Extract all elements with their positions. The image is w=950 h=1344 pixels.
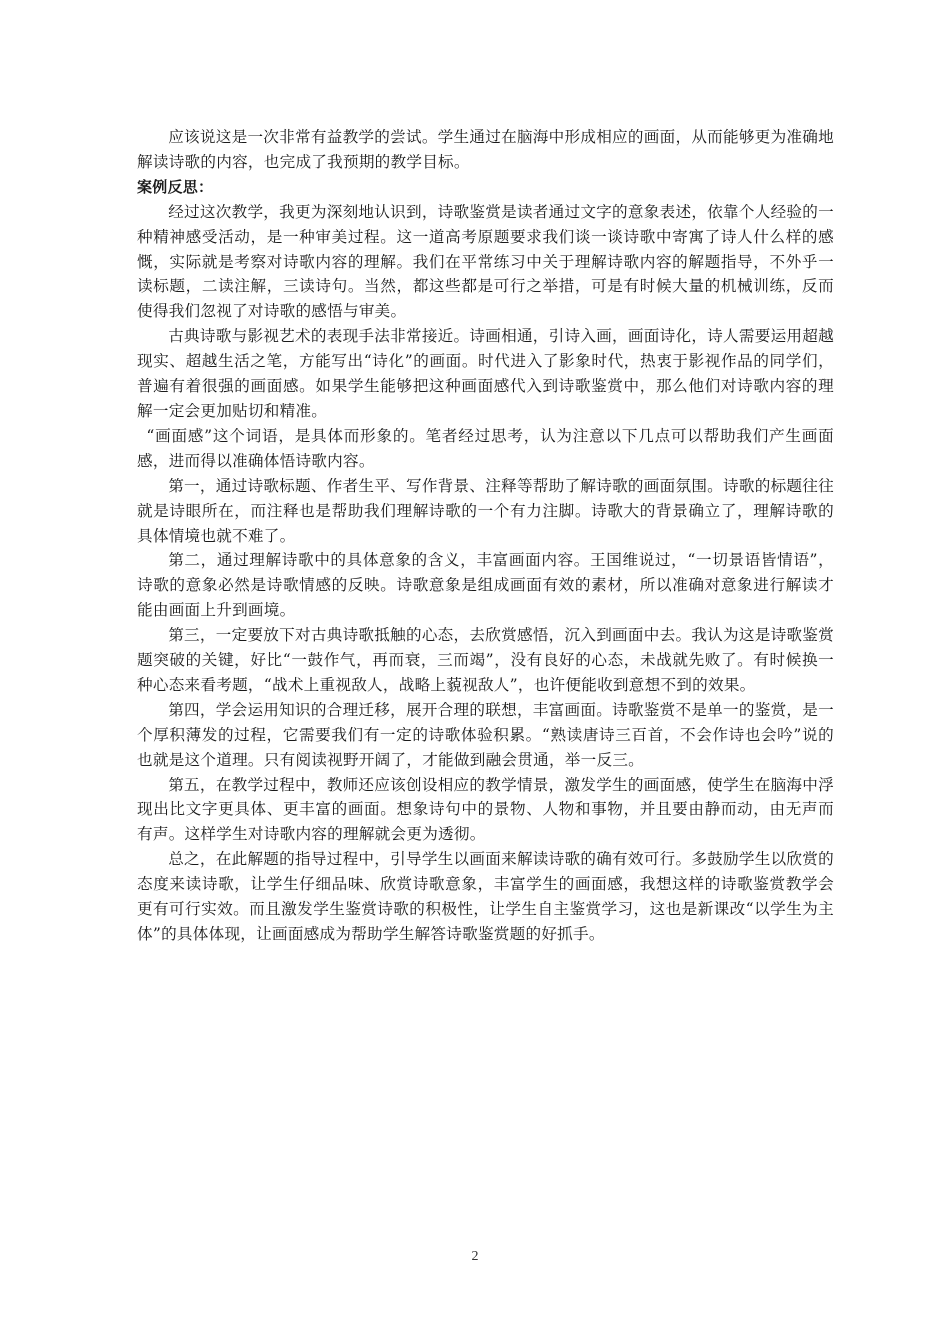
paragraph-sense-of-picture: “画面感”这个词语，是具体而形象的。笔者经过思考，认为注意以下几点可以帮助我们产生画面感，进而得以准确体悟诗歌内容。 — [137, 426, 834, 470]
paragraph-point-three: 第三，一定要放下对古典诗歌抵触的心态，去欣赏感悟，沉入到画面中去。我认为这是诗歌鉴赏题突破的关键，好比“一鼓作气，再而衰，三而竭”，没有良好的心态，未战就先败了。有时候换一种心态来看考题，“战术上重视敌人，战略上藐视敌人”，也许便能收到意想不到的效果。 — [137, 626, 834, 694]
paragraph-intro: 应该说这是一次非常有益教学的尝试。学生通过在脑海中形成相应的画面，从而能够更为准确地解读诗歌的内容，也完成了我预期的教学目标。 — [137, 128, 834, 171]
document-body — [137, 125, 834, 947]
paragraph-point-five: 第五，在教学过程中，教师还应该创设相应的教学情景，激发学生的画面感，使学生在脑海中浮现出比文字更具体、更丰富的画面。想象诗句中的景物、人物和事物，并且要由静而动，由无声而有声。这样学生对诗歌内容的理解就会更为透彻。 — [137, 775, 834, 844]
paragraph-point-four: 第四，学会运用知识的合理迁移，展开合理的联想，丰富画面。诗歌鉴赏不是单一的鉴赏，是一个厚积薄发的过程，它需要我们有一定的诗歌体验积累。“熟读唐诗三百首，不会作诗也会吟”说的也就是这个道理。只有阅读视野开阔了，才能做到融会贯通，举一反三。 — [137, 700, 834, 769]
paragraph-poetry-and-film: 古典诗歌与影视艺术的表现手法非常接近。诗画相通，引诗入画，画面诗化，诗人需要运用超越现实、超越生活之笔，方能写出“诗化”的画面。时代进入了影象时代，热衷于影视作品的同学们，普遍有着很强的画面感。如果学生能够把这种画面感代入到诗歌鉴赏中，那么他们对诗歌内容的理解一定会更加贴切和精准。 — [137, 327, 834, 420]
section-heading: 案例反思： — [137, 177, 214, 196]
paragraph-point-one: 第一，通过诗歌标题、作者生平、写作背景、注释等帮助了解诗歌的画面氛围。诗歌的标题往往就是诗眼所在，而注释也是帮助我们理解诗歌的一个有力注脚。诗歌大的背景确立了，理解诗歌的具体情境也就不难了。 — [137, 476, 834, 545]
page-number: 2 — [471, 1249, 479, 1264]
paragraph-point-two: 第二，通过理解诗歌中的具体意象的含义，丰富画面内容。王国维说过，“一切景语皆情语”，诗歌的意象必然是诗歌情感的反映。诗歌意象是组成画面有效的素材，所以准确对意象进行解读才能由画面上升到画境。 — [137, 551, 834, 620]
paragraph-conclusion: 总之，在此解题的指导过程中，引导学生以画面来解读诗歌的确有效可行。多鼓励学生以欣赏的态度来读诗歌，让学生仔细品味、欣赏诗歌意象，丰富学生的画面感，我想这样的诗歌鉴赏教学会更有可行实效。而且激发学生鉴赏诗歌的积极性，让学生自主鉴赏学习，这也是新课改“以学生为主体”的具体体现，让画面感成为帮助学生解答诗歌鉴赏题的好抓手。 — [137, 850, 834, 943]
paragraph-reflection: 经过这次教学，我更为深刻地认识到，诗歌鉴赏是读者通过文字的意象表述，依靠个人经验的一种精神感受活动，是一种审美过程。这一道高考原题要求我们谈一谈诗歌中寄寓了诗人什么样的感慨，实际就是考察对诗歌内容的理解。我们在平常练习中关于理解诗歌内容的解题指导，不外乎一读标题，二读注解，三读诗句。当然，都这些都是可行之举措，可是有时候大量的机械训练，反而使得我们忽视了对诗歌的感悟与审美。 — [137, 202, 834, 321]
